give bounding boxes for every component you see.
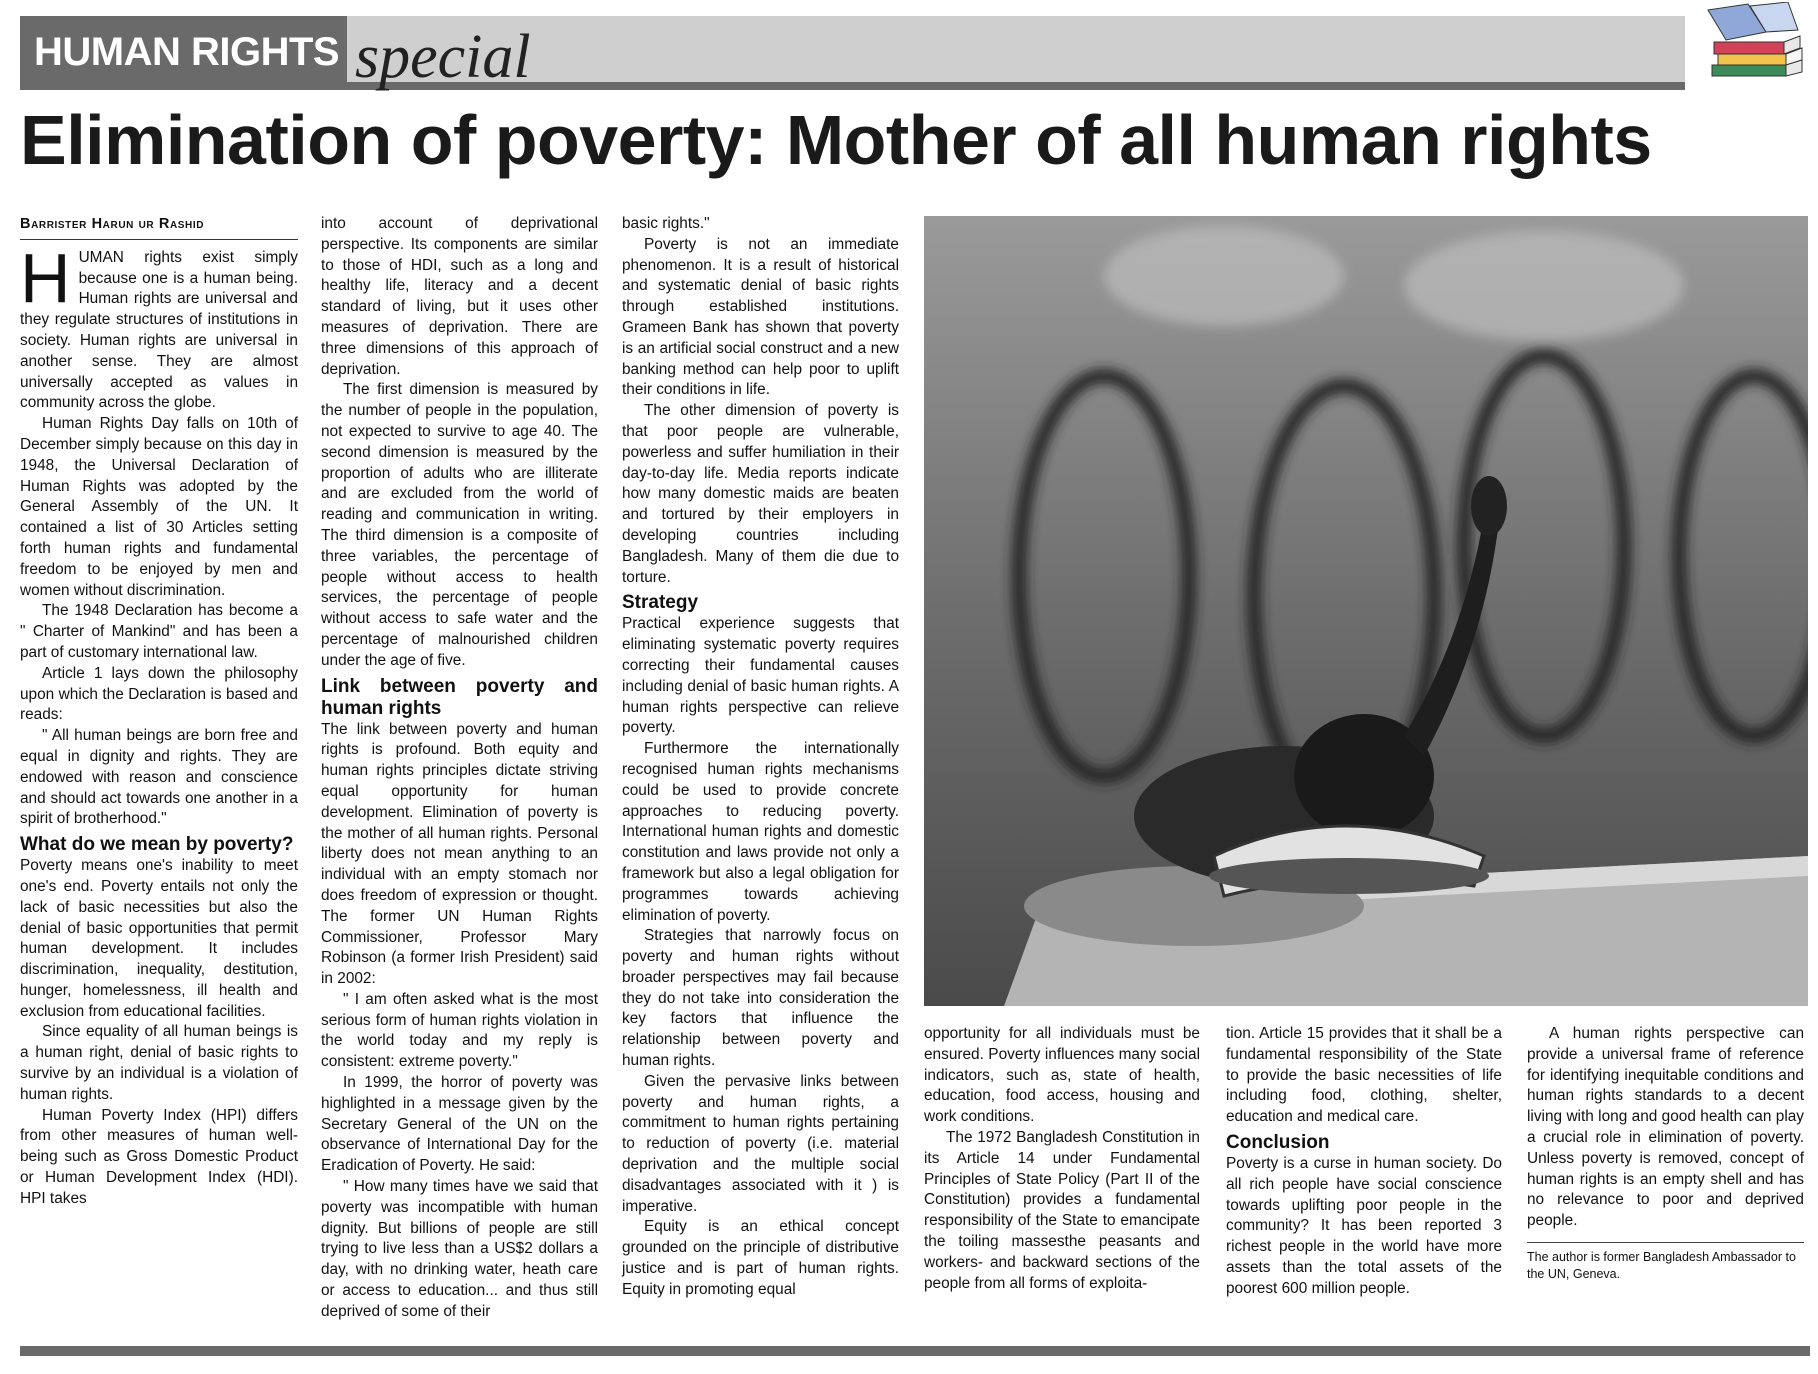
paragraph: In 1999, the horror of poverty was highlighted in a message given by the Secretary General of the UN on the observance of International Day for the Eradication of Poverty. He said:: [321, 1074, 598, 1175]
subheading: Conclusion: [1226, 1131, 1330, 1153]
section-label: HUMAN RIGHTS: [34, 30, 340, 74]
paragraph: Human Rights Day falls on 10th of December simply because on this day in 1948, the Universal Declaration of Human Rights was adopted by the General Assembly of the UN. It contained a list of 30 Articles setting forth human rights and fundamental freedom to be enjoyed by men and women without discrimination.: [20, 415, 298, 599]
paragraph: opportunity for all individuals must be ensured. Poverty influences many social indicators, such as, state of health, education, food access, housing and work conditions.: [924, 1025, 1200, 1126]
subheading: Link between poverty and human rights: [321, 675, 598, 719]
books-logo-icon: [1688, 2, 1808, 82]
paragraph: into account of deprivational perspective. Its components are similar to those of HDI, such as a long and healthy life, literacy and a decent standard of living, but it uses other measures of deprivation. There are three dimensions of this approach of deprivation.: [321, 215, 598, 378]
paragraph: Furthermore the internationally recognised human rights mechanisms could be used to provide concrete approaches to reducing poverty. International human rights and domestic constitution and laws provide not only a framework but also a legal obligation for programmes towards achieving elimination of poverty.: [622, 740, 899, 924]
paragraph: [20, 238, 298, 414]
column-4: [924, 1024, 1200, 1294]
paragraph: The 1972 Bangladesh Constitution in its Article 14 under Fundamental Principles of State Policy (Part II of the Constitution) provides a fundamental responsibility of the State to emancipate the toiling massesthe peasants and workers- and backward sections of the people from all forms of exploita-: [924, 1128, 1200, 1292]
paragraph: The first dimension is measured by the number of people in the population, not expected to survive to age 40. The second dimension is measured by the proportion of adults who are illiterate and are excluded from the world of reading and communication in writing. The third dimension is a composite of three variables, the percentage of people without access to health services, the percentage of people without access to safe water and the percentage of malnourished children under the age of five.: [321, 381, 598, 669]
paragraph: Since equality of all human beings is a human right, denial of basic rights to survive by an individual is a violation of human rights.: [20, 1023, 298, 1103]
column-5: [1226, 1024, 1502, 1300]
paragraph: Given the pervasive links between poverty and human rights, a commitment to human rights pertaining to reduction of poverty (i.e. material deprivation and the multiple social disadvantages associated with it ) is imperative.: [622, 1072, 899, 1215]
paragraph: Strategies that narrowly focus on poverty and human rights without broader perspectives may fail because they do not take into consideration the key factors that influence the relationship between poverty and human rights.: [622, 927, 899, 1070]
paragraph: " I am often asked what is the most serious form of human rights violation in the world today and my reply is consistent: extreme poverty.": [321, 990, 598, 1071]
paragraph: tion. Article 15 provides that it shall be a fundamental responsibility of the State to provide the basic necessities of life including food, clothing, shelter, education and medical care.: [1226, 1025, 1502, 1126]
bottom-rule: [20, 1346, 1810, 1356]
paragraph: A human rights perspective can provide a universal frame of reference for identifying inequitable conditions and human rights standards to a decent living with long and good health can play a crucial role in elimination of poverty. Unless poverty is removed, concept of human rights is an empty shell and has no relevance to poor and deprived people.: [1527, 1025, 1804, 1230]
paragraph-text: UMAN rights exist simply because one is a human being. Human rights are universal and they regulate structures of institutions in society. Human rights are universal in another sense. They are almost universally accepted as values in community across the globe.: [20, 248, 298, 412]
column-6: [1527, 1024, 1804, 1283]
subheading: What do we mean by poverty?: [20, 834, 294, 856]
paragraph: The link between poverty and human rights is profound. Both equity and human rights principles dictate striving equal opportunity for human development. Elimination of poverty is the mother of all human rights. Personal liberty does not mean anything to an individual with an empty stomach nor does freedom of expression or thought. The former UN Human Rights Commissioner, Professor Mary Robinson (a former Irish President) said in 2002:: [321, 720, 598, 988]
column-2: [321, 214, 598, 1323]
paragraph: Human Poverty Index (HPI) differs from other measures of human well-being such as Gross Domestic Product or Human Development Index (HDI). HPI takes: [20, 1106, 298, 1207]
paragraph: basic rights.": [622, 215, 710, 232]
paragraph: Equity is an ethical concept grounded on the principle of distributive justice and is part of human rights. Equity in promoting equal: [622, 1218, 899, 1298]
paragraph: Practical experience suggests that eliminating systematic poverty requires correcting their fundamental causes including denial of basic human rights. A human rights perspective can relieve poverty.: [622, 615, 899, 737]
paragraph: Article 1 lays down the philosophy upon which the Declaration is based and reads:: [20, 664, 298, 724]
column-3: [622, 214, 899, 1301]
paragraph: Poverty is not an immediate phenomenon. It is a result of historical and systematic denial of basic rights through established institutions. Grameen Bank has shown that poverty is an artificial social construct and a new banking method can help poor to uplift their conditions in life.: [622, 235, 899, 399]
paragraph: " All human beings are born free and equal in dignity and rights. They are endowed with reason and conscience and should act towards one another in a spirit of brotherhood.": [20, 727, 298, 828]
column-1: [20, 214, 298, 1210]
author-note: The author is former Bangladesh Ambassador to the UN, Geneva.: [1527, 1242, 1804, 1283]
dropcap: H: [20, 238, 71, 317]
section-special: special: [355, 23, 531, 91]
photo-beggar-street: [924, 216, 1808, 1006]
paragraph: " How many times have we said that poverty was incompatible with human dignity. But billions of people are still trying to live less than a US$2 dollars a day, with no drinking water, heath care or access to education... and thus still deprived of some of their: [321, 1178, 598, 1320]
headline: Elimination of poverty: Mother of all human rights: [20, 101, 1652, 179]
section-banner: [20, 16, 1685, 90]
byline: Barrister Harun ur Rashid: [20, 214, 298, 240]
section-banner-bar: [20, 82, 1685, 90]
paragraph: Poverty is a curse in human society. Do all rich people have social conscience towards uplifting poor people in the community? It has been reported 3 richest people in the world have more assets than the total assets of the poorest 600 million people.: [1226, 1154, 1502, 1297]
paragraph: The 1948 Declaration has become a " Charter of Mankind" and has been a part of customary international law.: [20, 602, 298, 661]
paragraph: The other dimension of poverty is that poor people are vulnerable, powerless and suffer humiliation in their day-to-day life. Media reports indicate how many domestic maids are beaten and tortured by their employers in developing countries including Bangladesh. Many of them die due to torture.: [622, 402, 899, 586]
subheading: Strategy: [622, 592, 699, 614]
paragraph: Poverty means one's inability to meet one's end. Poverty entails not only the lack of basic necessities but also the denial of basic opportunities that permit human development. It includes discrimination, inequality, destitution, hunger, homelessness, ill health and exclusion from educational facilities.: [20, 857, 298, 1020]
